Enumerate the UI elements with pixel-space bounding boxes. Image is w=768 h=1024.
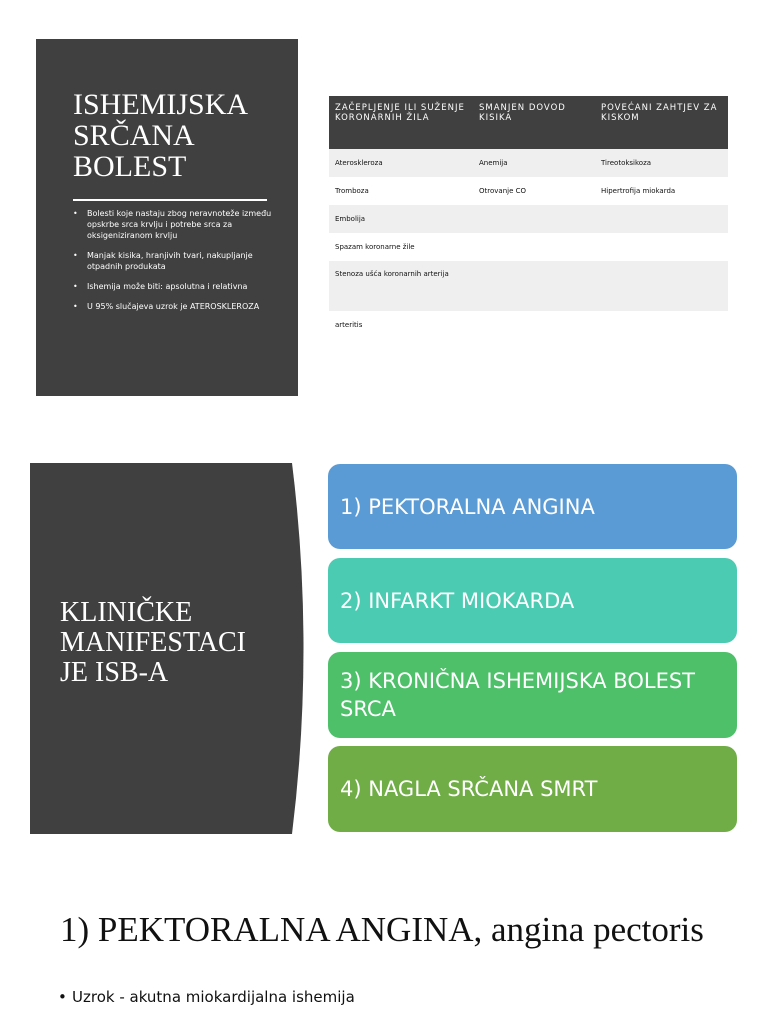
table-cell: Tromboza [335,187,369,195]
table-header: POVEĆANI ZAHTJEV ZA KISKOM [595,96,728,149]
table-row [329,261,728,311]
bullet-list [73,208,273,321]
table-row [329,149,728,177]
bullet-item: • Manjak kisika, hranjivih tvari, nakupljanje otpadnih produkata [73,250,273,272]
table-cell [595,233,728,261]
table-cell: Anemija [473,149,595,177]
table-cell: Embolija [329,205,473,233]
bullet-list [58,985,355,1009]
manifestation-item [328,746,737,832]
table-cell: Ateroskleroza [329,149,473,177]
table-header-row [329,96,728,149]
bullet-item: • Ishemija može biti: apsolutna i relativna [73,281,273,292]
table-row [329,233,728,261]
title-panel [36,39,298,396]
table-cell: Spazam koronarne žile [335,243,415,251]
table-cell: Hipertrofija miokarda [601,187,676,195]
manifestation-label: 4) NAGLA SRČANA SMRT [340,777,598,801]
table-cell: Otrovanje CO [479,187,527,195]
table-cell [595,311,728,339]
title-line: KLINIČKE [60,597,193,628]
table-cell: arteritis [335,321,363,329]
manifestation-item [328,464,737,549]
bullet-item: • Bolesti koje nastaju zbog neravnoteže između opskrbe srca krvlju i potrebe srca za oksigeniziranom krvlju [73,208,273,241]
title-divider [73,199,267,201]
table-cell [473,261,595,311]
bullet-item: • Uzrok - akutna miokardijalna ishemija [58,985,355,1009]
manifestations-panel [30,463,310,834]
table-header: SMANJEN DOVOD KISIKA [473,96,595,149]
table-cell [473,205,595,233]
manifestation-label: 1) PEKTORALNA ANGINA [340,494,595,519]
table-cell [595,205,728,233]
table-cell [595,261,728,311]
table-cell: Stenoza ušća koronarnih arterija [329,261,473,311]
table-cell: Tireotoksikoza [595,149,728,177]
section-heading: 1) PEKTORALNA ANGINA, angina pectoris [60,910,704,949]
manifestation-label: 3) KRONIČNA ISHEMIJSKA BOLEST SRCA [340,669,695,721]
table-cell [473,311,595,339]
table-header: ZAČEPLJENJE ILI SUŽENJE KORONARNIH ŽILA [329,96,473,149]
table-row [329,205,728,233]
table-row [329,177,728,205]
slide-title: ISHEMIJSKA SRČANA BOLEST [73,88,247,183]
title-line: MANIFESTACI [60,627,246,658]
manifestation-item [328,558,737,643]
manifestation-item [328,652,737,738]
manifestation-label: 2) INFARKT MIOKARDA [340,588,575,613]
table-cell [473,233,595,261]
table-row [329,311,728,339]
bullet-item: • U 95% slučajeva uzrok je ATEROSKLEROZA [73,301,273,312]
causes-table [329,96,728,339]
slide-title [60,598,280,688]
title-line: JE ISB-A [60,657,169,688]
